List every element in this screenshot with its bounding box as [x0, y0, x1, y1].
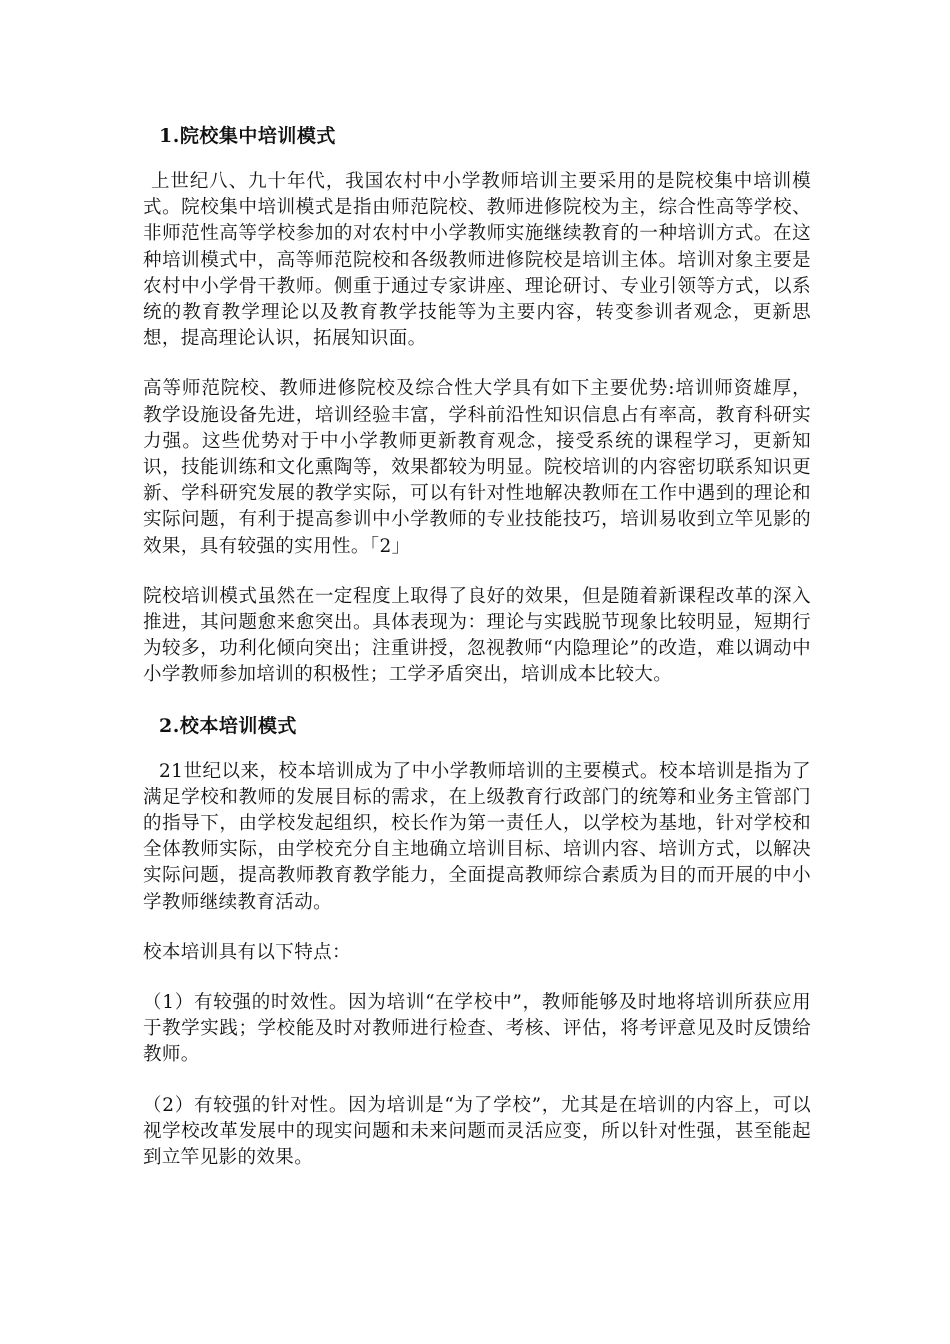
- paragraph-5: 校本培训具有以下特点：: [143, 941, 351, 963]
- document-body: [143, 123, 811, 1195]
- section-heading-2: 2.校本培训模式: [159, 714, 297, 737]
- paragraph-4: 21世纪以来，校本培训成为了中小学教师培训的主要模式。校本培训是指为了满足学校和教师的发展目标的需求，在上级教育行政部门的统筹和业务主管部门的指导下，由学校发起组织，校长作为第一责任人，以学校为基地，针对学校和全体教师实际，由学校充分自主地确立培训目标、培训内容、培训方式，以解决实际问题，提高教师教育教学能力，全面提高教师综合素质为目的而开展的中小学教师继续教育活动。: [143, 760, 811, 913]
- paragraph-1: 上世纪八、九十年代，我国农村中小学教师培训主要采用的是院校集中培训模式。院校集中培训模式是指由师范院校、教师进修院校为主，综合性高等学校、非师范性高等学校参加的对农村中小学教师实施继续教育的一种培训方式。在这种培训模式中，高等师范院校和各级教师进修院校是培训主体。培训对象主要是农村中小学骨干教师。侧重于通过专家讲座、理论研讨、专业引领等方式，以系统的教育教学理论以及教育教学技能等为主要内容，转变参训者观念，更新思想，提高理论认识，拓展知识面。: [143, 171, 811, 350]
- paragraph-2: 高等师范院校、教师进修院校及综合性大学具有如下主要优势:培训师资雄厚，教学设施设备先进，培训经验丰富，学科前沿性知识信息占有率高，教育科研实力强。这些优势对于中小学教师更新教育观念，接受系统的课程学习，更新知识，技能训练和文化熏陶等，效果都较为明显。院校培训的内容密切联系知识更新、学科研究发展的教学实际，可以有针对性地解决教师在工作中遇到的理论和实际问题，有利于提高参训中小学教师的专业技能技巧，培训易收到立竿见影的效果，具有较强的实用性。「2」: [143, 378, 811, 557]
- section-heading-1: 1.院校集中培训模式: [159, 125, 336, 147]
- paragraph-3: 院校培训模式虽然在一定程度上取得了良好的效果，但是随着新课程改革的深入推进，其问题愈来愈突出。具体表现为：理论与实践脱节现象比较明显，短期行为较多，功利化倾向突出；注重讲授，忽视教师“内隐理论”的改造，难以调动中小学教师参加培训的积极性；工学矛盾突出，培训成本比较大。: [143, 585, 811, 686]
- paragraph-7: （2）有较强的针对性。因为培训是“为了学校”，尤其是在培训的内容上，可以视学校改革发展中的现实问题和未来问题而灵活应变，所以针对性强，甚至能起到立竿见影的效果。: [143, 1094, 811, 1169]
- paragraph-6: （1）有较强的时效性。因为培训“在学校中”，教师能够及时地将培训所获应用于教学实践；学校能及时对教师进行检查、考核、评估，将考评意见及时反馈给教师。: [143, 992, 811, 1066]
